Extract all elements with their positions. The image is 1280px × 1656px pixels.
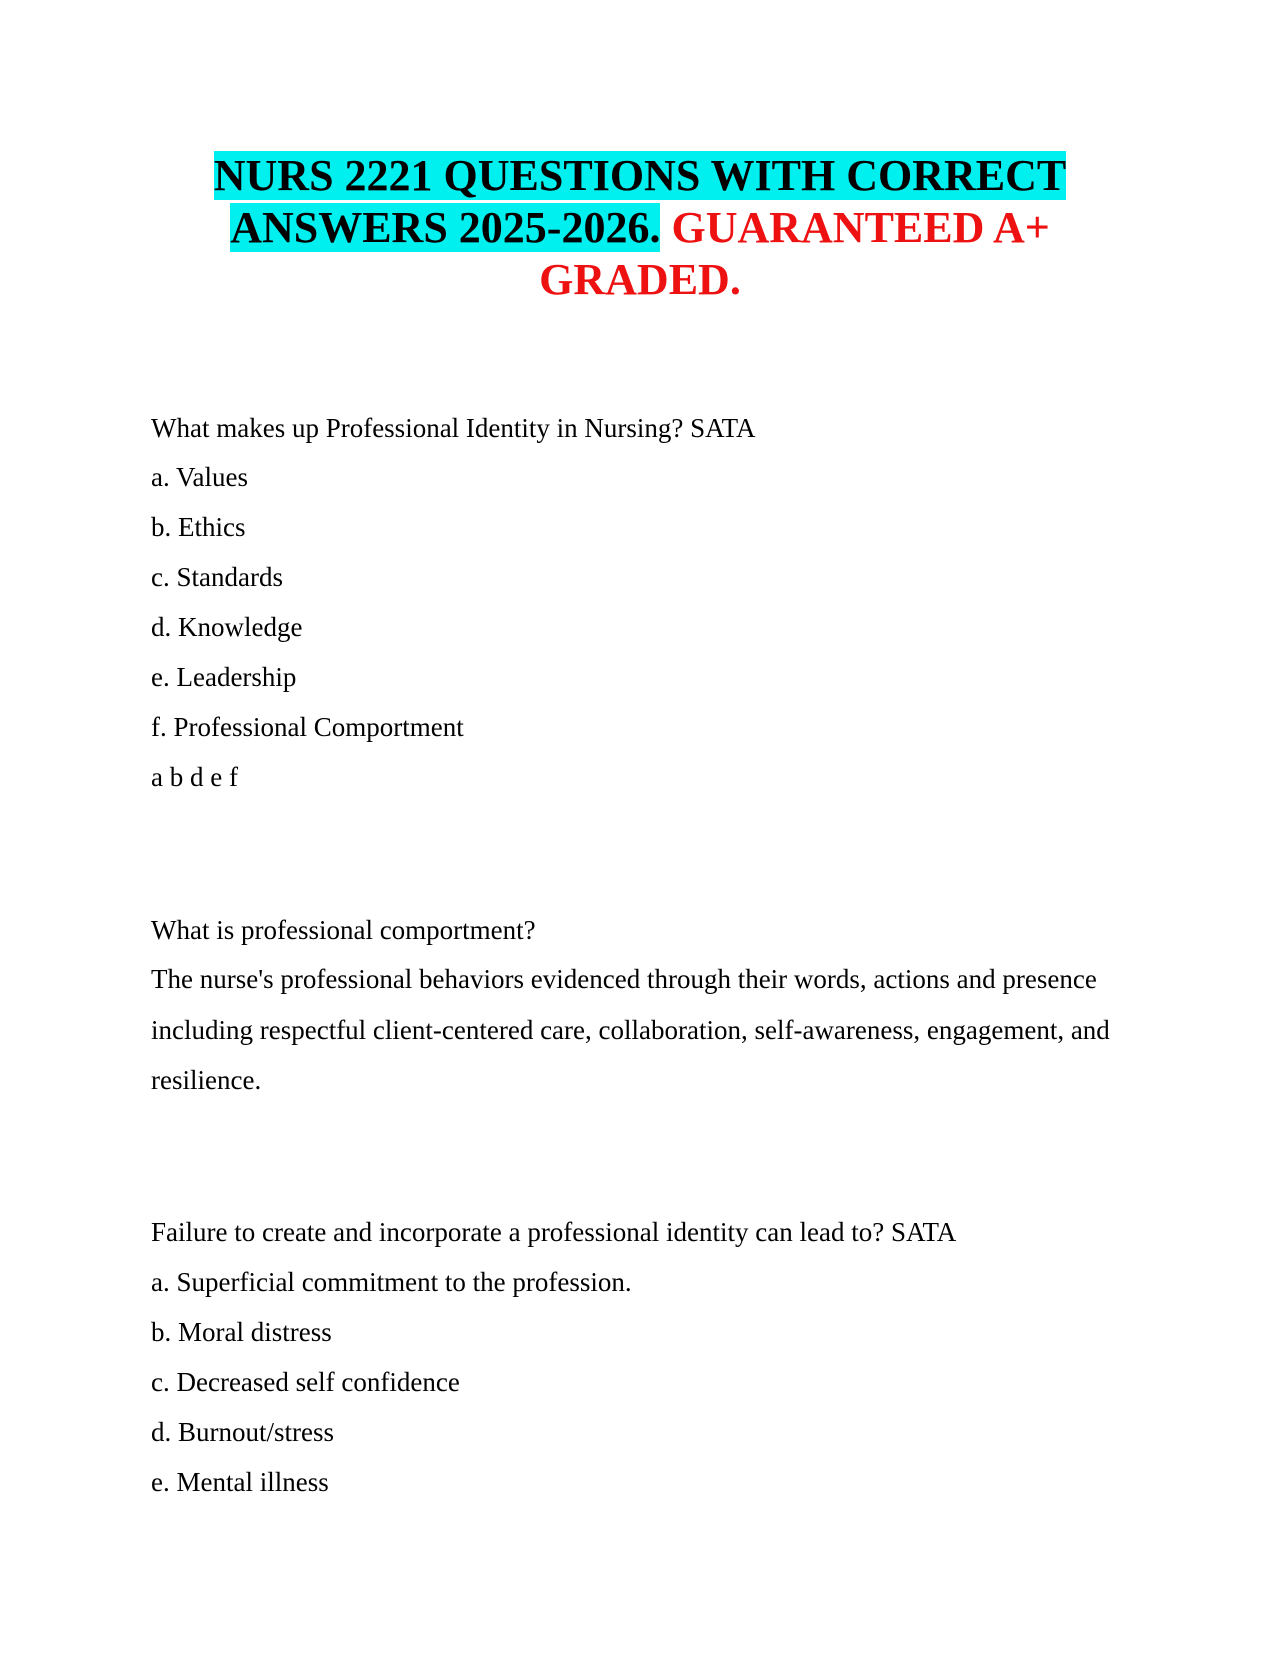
q1-option-d: d. Knowledge <box>151 612 303 642</box>
question-2: What is professional comportment? <box>151 915 536 945</box>
title-line-2-highlighted: ANSWERS 2025-2026. <box>230 203 661 252</box>
document-title <box>140 150 1140 306</box>
q1-option-f: f. Professional Comportment <box>151 712 464 742</box>
q1-option-e: e. Leadership <box>151 662 297 692</box>
q1-option-c: c. Standards <box>151 562 283 592</box>
q3-option-e: e. Mental illness <box>151 1467 329 1497</box>
question-1: What makes up Professional Identity in Nursing? SATA <box>151 413 756 443</box>
q1-answer: a b d e f <box>151 762 238 792</box>
title-line-1: NURS 2221 QUESTIONS WITH CORRECT <box>213 151 1067 200</box>
title-line-3-red: GRADED. <box>539 255 741 304</box>
question-3: Failure to create and incorporate a professional identity can lead to? SATA <box>151 1217 957 1247</box>
q3-option-d: d. Burnout/stress <box>151 1417 335 1447</box>
q1-option-b: b. Ethics <box>151 512 246 542</box>
q3-option-b: b. Moral distress <box>151 1317 332 1347</box>
q3-option-c: c. Decreased self confidence <box>151 1367 460 1397</box>
q3-option-a: a. Superficial commitment to the profession. <box>151 1267 632 1297</box>
q1-option-a: a. Values <box>151 462 248 492</box>
title-line-2-red: GUARANTEED A+ <box>671 203 1050 252</box>
q2-answer: The nurse's professional behaviors evidenced through their words, actions and presence including respectful client-centered care, collaboration, self-awareness, engagement, and resilience. <box>151 964 1110 1095</box>
